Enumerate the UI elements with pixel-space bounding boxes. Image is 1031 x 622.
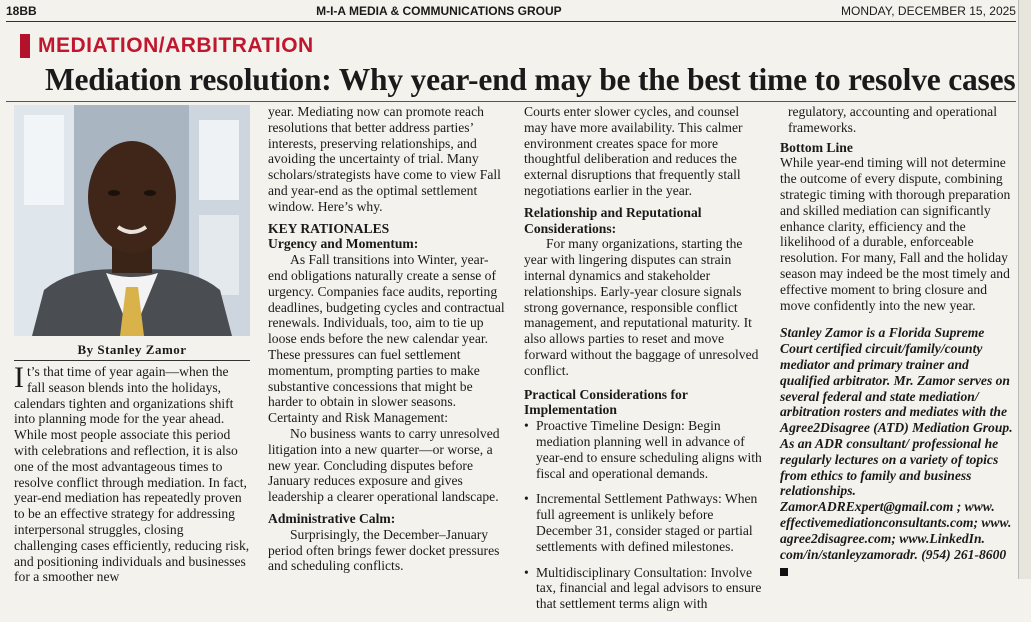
issue-date: MONDAY, DECEMBER 15, 2025 [841,4,1016,18]
page-header [6,2,1016,20]
relationship-heading: Relationship and Reputational Considerations: [524,204,702,236]
column-3 [524,104,762,622]
list-item: • Multidisciplinary Consultation: Involve tax, financial and legal advisors to ensure that settlement terms align with [524,565,762,612]
practical-heading: Practical Considerations for Implementation [524,386,688,418]
section-marker [20,34,30,58]
drop-cap: I [14,361,24,394]
bottom-line-paragraph: While year-end timing will not determine the outcome of every dispute, combining strategic timing with thorough preparation and skilled mediation can significantly enhance clarity, efficiency and the likelihood of a durable, enforceable resolution. For many, Fall and the holiday season may indeed be the most timely and effective moment to bring closure and move confidently into the new year. [780,155,1011,313]
column-2 [268,104,506,574]
column-1 [14,361,250,585]
author-photo [14,105,250,336]
paragraph: year. Mediating now can promote reach resolutions that better address parties’ interests, preserving relationships, and avoiding the uncertainty of trial. Many scholars/strategists have come to view Fall and year-end as the optimal settlement window. Here’s why. [268,104,501,214]
article-headline: Mediation resolution: Why year-end may be the best time to resolve cases [45,62,1016,97]
urgency-paragraph: As Fall transitions into Winter, year-end obligations naturally create a sense of urgency. Companies face audits, reporting deadlines, budgeting cycles and contractual renewals. Individuals, too, aim to tie up loose ends before the new calendar year. These pressures can fuel settlement momentum, prompting parties to make substantive concessions that might be harder to obtain in slower seasons. [268,252,505,410]
bottom-line-heading: Bottom Line [780,139,853,155]
headline-rule [6,101,1016,102]
publisher-name: M-I-A MEDIA & COMMUNICATIONS GROUP [316,4,562,18]
page-number: 18BB [6,4,37,18]
lead-paragraph [14,361,250,585]
byline-rule [14,360,250,361]
administrative-calm-paragraph: Surprisingly, the December–January period often brings fewer docket pressures and scheduling conflicts. [268,526,500,574]
adjacent-page-edge [1018,0,1031,579]
list-item: • Proactive Timeline Design: Begin mediation planning well in advance of year-end to ensure scheduling aligns with fiscal and operational demands. [524,418,762,481]
byline: By Stanley Zamor [77,342,187,357]
section-banner [20,31,314,61]
header-rule [6,21,1016,22]
paragraph: Courts enter slower cycles, and counsel may have more availability. This calmer environment creates space for more thoughtful deliberation and reduces the external disruptions that frequently stall negotiations earlier in the year. [524,104,743,198]
certainty-heading: Certainty and Risk Management: [268,410,449,426]
certainty-paragraph: No business wants to carry unresolved litigation into a new quarter—or worse, a new year. Concluding disputes before January reduces exposure and gives leadership a clearer operational landscape. [268,425,500,505]
paragraph: regulatory, accounting and operational frameworks. [788,104,997,135]
list-item: • Incremental Settlement Pathways: When full agreement is unlikely before December 31, consider staged or partial settlements with defined milestones. [524,491,762,554]
column-4 [780,104,1016,580]
relationship-paragraph: For many organizations, starting the year with lingering disputes can strain internal dynamics and stakeholder relationships. Early-year closure signals strong governance, responsible conflict management, and reputational maturity. It also allows parties to reset and move forward without the baggage of unresolved conflict. [524,236,759,378]
key-rationales-heading: KEY RATIONALES [268,220,390,236]
end-mark [780,568,788,576]
lead-text: t’s that time of year again—when the fall season blends into the holidays, calendars tighten and organizations shift into planning mode for the year ahead. While most people associate this period with celebrations and reflection, it is also one of the most advantageous times to resolve conflict through mediation. In fact, year-end mediation has repeatedly proven to be an effective strategy for addressing interpersonal struggles, closing challenging cases efficiently, reducing risk, and positioning individuals and businesses for a smoother new [14,364,250,585]
urgency-heading: Urgency and Momentum: [268,236,419,252]
practical-list [524,418,762,612]
administrative-calm-heading: Administrative Calm: [268,510,396,526]
section-label: MEDIATION/ARBITRATION [38,34,314,57]
author-bio: Stanley Zamor is a Florida Supreme Court certified circuit/family/county mediator and primary trainer and qualified arbitrator. Mr. Zamor serves on several federal and state mediation/ arbitration rosters and mediates with the Agree2Disagree (ATD) Mediation Group. As an ADR consultant/ professional he regularly lectures on a variety of topics from ethics to family and business relationships. ZamorADRExpert@gmail.com ; www. effectivemediationconsultants.com; www. agree2disagree.com; www.LinkedIn. com/in/stanleyzamoradr. (954) 261-8600 [780,325,1013,562]
